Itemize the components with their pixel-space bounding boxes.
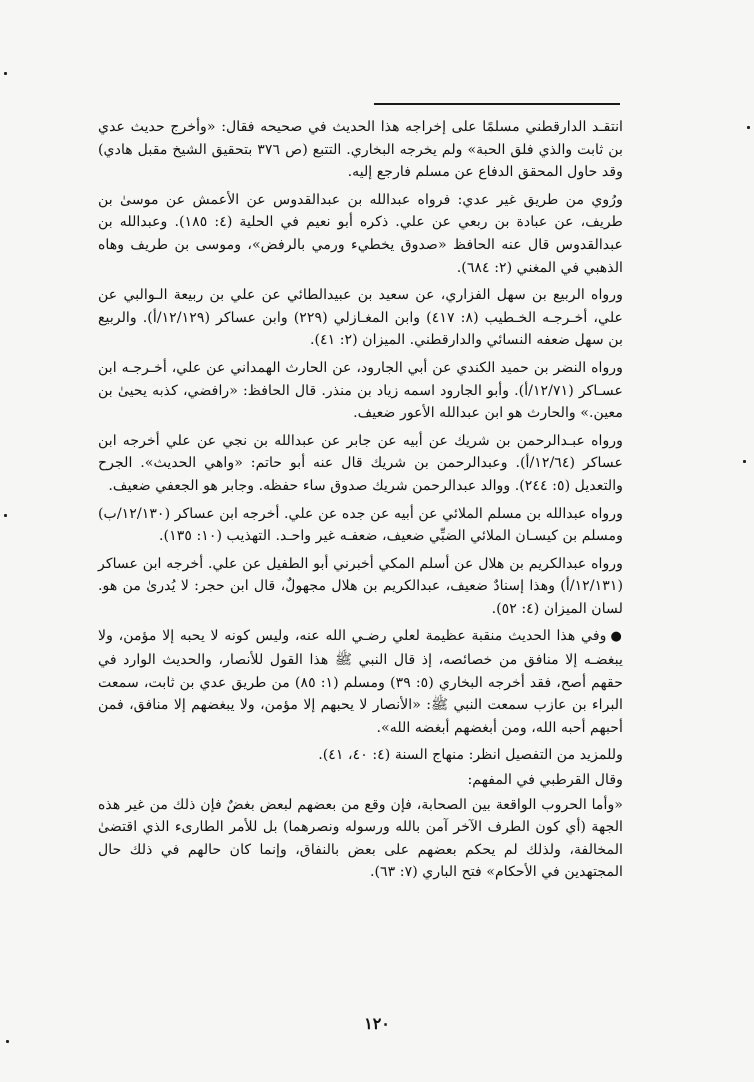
paragraph-abdulkarim-route: ورواه عبدالكريم بن هلال عن أسلم المكي أخبرني أبو الطفيل عن علي. أخرجه ابن عساكر (١٢/١٣١/أ) وهذا إسنادٌ ضعيف، عبدالكريم بن هلال مجهولٌ، قال ابن حجر: لا يُدرىٰ من هو. لسان الميزان (٤: ٥٢). xyxy=(98,555,623,617)
black-circle-bullet-icon: ● xyxy=(610,629,624,645)
scan-speck xyxy=(4,72,7,75)
paragraph-virtue-note xyxy=(98,625,623,739)
paragraph-further-detail: وللمزيد من التفصيل انظر: منهاج السنة (٤: ٤٠، ٤١). xyxy=(318,747,623,764)
paragraph-rabi-route: ورواه الربيع بن سهل الفزاري، عن سعيد بن عبيدالطائي عن علي بن ربيعة الـوالبي عن علي، أخـرجـه الخـطيب (٨: ٤١٧) وابن المغـازلي (٢٢٩) وابن عساكر (١٢/١٢٩/أ). والربيع بن سهل ضعفه النسائي والدارقطني. الميزان (٢: ٤١). xyxy=(98,287,623,349)
paragraph-qurtubi-intro: وقال القرطبي في المفهم: xyxy=(467,772,623,789)
scan-speck xyxy=(6,1040,9,1043)
scan-speck xyxy=(743,460,746,463)
paragraph-virtue-text: وفي هذا الحديث منقبة عظيمة لعلي رضـي الله عنه، وليس كونه لا يحبه إلا مؤمن، ولا يبغضـه إلا منافق من خصائصه، إذ قال النبي ﷺ هذا القول للأنصار، والحديث الوارد في حقهم أصح، فقد أخرجه البخاري (٥: ٣٩) ومسلم (١: ٨٥) من طريق عدي بن ثابت، سمعت البراء بن عازب سمعت النبي ﷺ: «الأنصار لا يحبهم إلا مؤمن، ولا يبغضهم إلا منافق، فمن أحبهم أحبه الله، ومن أبغضهم أبغضه الله». xyxy=(98,628,623,736)
paragraph-mulai-route: ورواه عبدالله بن مسلم الملائي عن أبيه عن جده عن علي. أخرجه ابن عساكر (١٢/١٣٠/ب) ومسلم بن كيسـان الملائي الضبِّي ضعيف، ضعفـه غير واحـد. التهذيب (١٠: ١٣٥). xyxy=(98,505,623,545)
paragraph-abdulrahman-route: ورواه عبـدالرحمن بن شريك عن أبيه عن جابر عن عبدالله بن نجي عن علي أخرجه ابن عساكر (١٢/٦٤/أ). وعبدالرحمن بن شريك قال عنه أبو حاتم: «واهي الحديث». الجرح والتعديل (٥: ٢٤٤). ووالد عبدالرحمن شريك صدوق ساء حفظه. وجابر هو الجعفي ضعيف. xyxy=(98,432,623,494)
page-number: ١٢٠ xyxy=(364,1014,390,1033)
paragraph-abdulquddus-route: ورُوي من طريق غير عدي: فرواه عبدالله بن عبدالقدوس عن الأعمش عن موسىٰ بن طريف، عن عبادة بن ربعي عن علي. ذكره أبو نعيم في الحلية (٤: ١٨٥). وعبدالله بن عبدالقدوس قال عنه الحافظ «صدوق يخطيء ورمي بالرفض»، وموسى بن طريف وهاه الذهبي في المغني (٢: ٦٨٤). xyxy=(98,191,623,276)
scan-speck xyxy=(4,514,7,517)
footnote-separator-rule xyxy=(374,103,620,105)
paragraph-qurtubi-quote: «وأما الحروب الواقعة بين الصحابة، فإن وقع من بعضهم لبعض بغضٌ فإن ذلك من غير هذه الجهة (أي كون الطرف الآخر آمن بالله ورسوله ونصرهما) بل للأمر الطارىء الذي اقتضىٰ المخالفة، ولذلك لم يحكم بعضهم على بعض بالنفاق، وإنما كان حالهم في ذلك حال المجتهدين في الأحكام» فتح الباري (٧: ٦٣). xyxy=(98,796,623,881)
scan-speck xyxy=(747,126,750,129)
paragraph-daraqutni-critique: انتقـد الدارقطني مسلمًا على إخراجه هذا الحديث في صحيحه فقال: «وأخرج حديث عدي بن ثابت والذي فلق الحبة» ولم يخرجه البخاري. التتبع (ص ٣٧٦ بتحقيق الشيخ مقبل هادي) وقد حاول المحقق الدفاع عن مسلم فارجع إليه. xyxy=(98,119,623,181)
footnote-body xyxy=(98,116,623,889)
paragraph-nadr-route: ورواه النضر بن حميد الكندي عن أبي الجارود، عن الحارث الهمداني عن علي، أخـرجـه ابن عسـاكر (١٢/٧١/أ). وأبو الجارود اسمه زياد بن منذر. قال الحافظ: «رافضي، كذبه يحيىٰ بن معين.» والحارث هو ابن عبدالله الأعور ضعيف. xyxy=(98,359,624,422)
